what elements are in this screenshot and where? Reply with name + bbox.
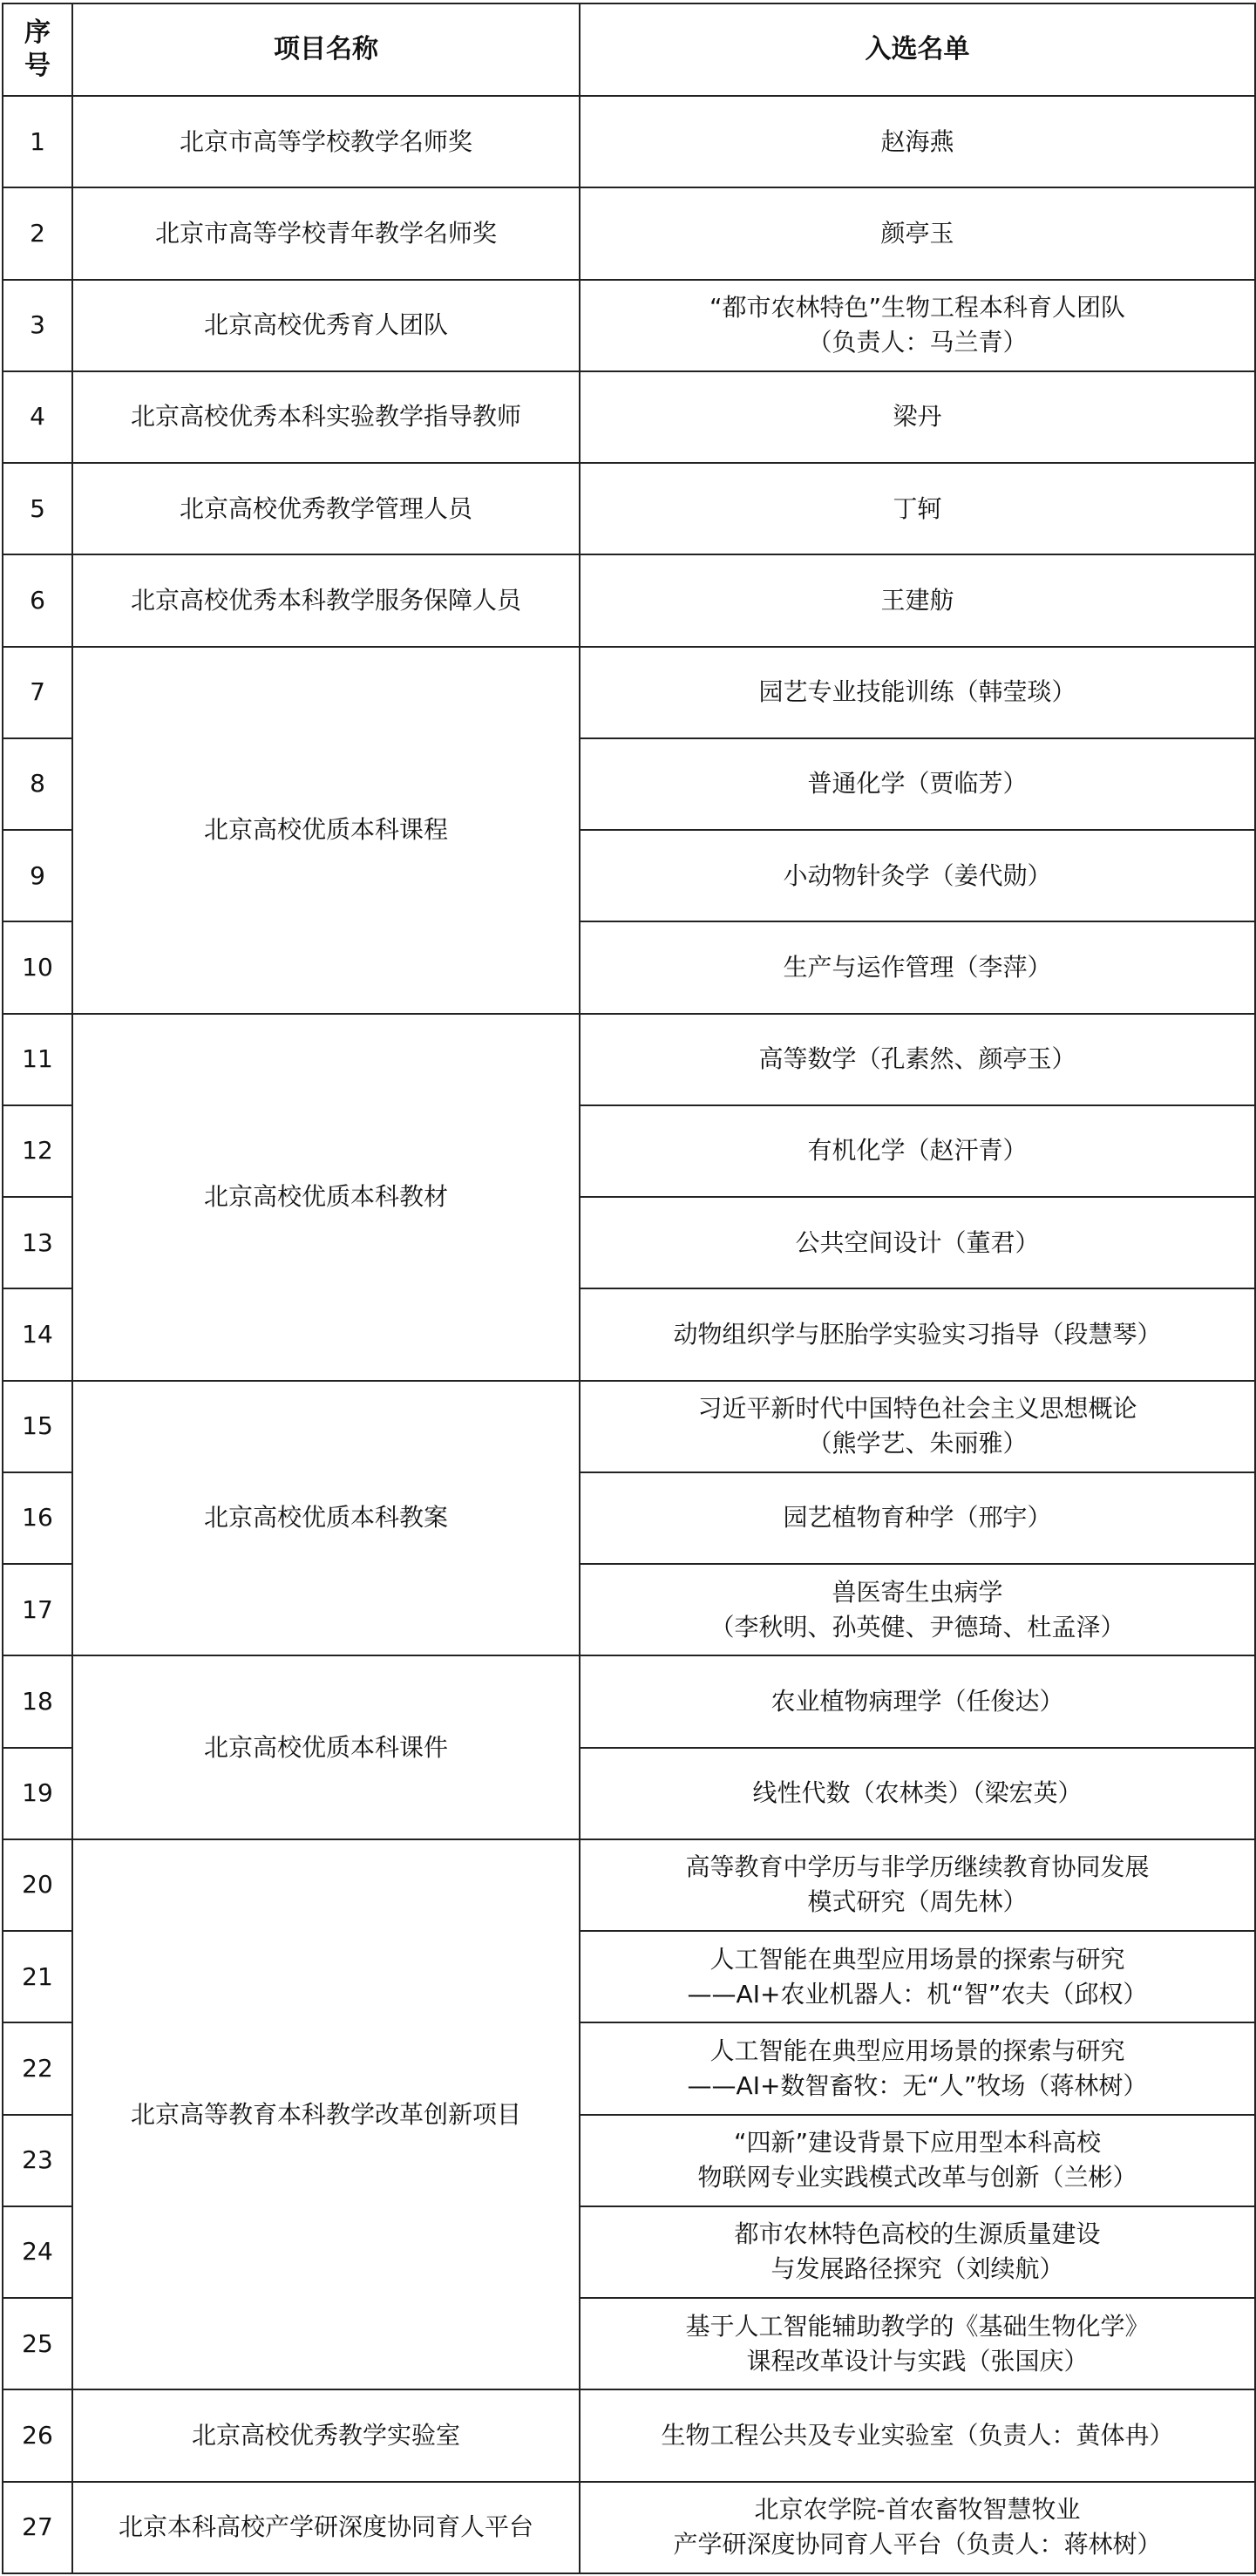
selected-entry: 北京农学院-首农畜牧智慧牧业 产学研深度协同育人平台（负责人：蒋林树） bbox=[580, 2482, 1255, 2574]
selected-entry: 农业植物病理学（任俊达） bbox=[580, 1655, 1255, 1747]
selected-entry: 人工智能在典型应用场景的探索与研究 ——AI+农业机器人：机“智”农夫（邱权） bbox=[580, 1931, 1255, 2022]
row-number: 20 bbox=[3, 1839, 72, 1931]
project-name: 北京高校优质本科课程 bbox=[72, 647, 580, 1014]
selected-entry: 王建舫 bbox=[580, 554, 1255, 646]
project-name: 北京高等教育本科教学改革创新项目 bbox=[72, 1839, 580, 2390]
project-name: 北京市高等学校教学名师奖 bbox=[72, 96, 580, 187]
selected-entry: 梁丹 bbox=[580, 371, 1255, 463]
row-number: 18 bbox=[3, 1655, 72, 1747]
row-number: 6 bbox=[3, 554, 72, 646]
selected-entry: 生物工程公共及专业实验室（负责人：黄体冉） bbox=[580, 2389, 1255, 2481]
row-number: 2 bbox=[3, 187, 72, 279]
row-number: 5 bbox=[3, 463, 72, 554]
project-name: 北京高校优质本科课件 bbox=[72, 1655, 580, 1839]
selected-entry: 兽医寄生虫病学 （李秋明、孙英健、尹德琦、杜孟泽） bbox=[580, 1564, 1255, 1655]
row-number: 27 bbox=[3, 2482, 72, 2574]
table-header-row bbox=[3, 3, 1255, 96]
row-number: 3 bbox=[3, 280, 72, 371]
selected-entry: 丁轲 bbox=[580, 463, 1255, 554]
selected-entry: 生产与运作管理（李萍） bbox=[580, 921, 1255, 1013]
table-row bbox=[3, 280, 1255, 371]
header-project-name: 项目名称 bbox=[72, 3, 580, 96]
row-number: 26 bbox=[3, 2389, 72, 2481]
selected-entry: 习近平新时代中国特色社会主义思想概论 （熊学艺、朱丽雅） bbox=[580, 1381, 1255, 1472]
header-seq: 序 号 bbox=[3, 3, 72, 96]
row-number: 21 bbox=[3, 1931, 72, 2022]
table-row bbox=[3, 2482, 1255, 2574]
table-row bbox=[3, 554, 1255, 646]
project-name: 北京高校优质本科教材 bbox=[72, 1014, 580, 1381]
selected-entry: 人工智能在典型应用场景的探索与研究 ——AI+数智畜牧：无“人”牧场（蒋林树） bbox=[580, 2022, 1255, 2114]
selected-entry: 动物组织学与胚胎学实验实习指导（段慧琴） bbox=[580, 1288, 1255, 1380]
row-number: 13 bbox=[3, 1197, 72, 1288]
row-number: 9 bbox=[3, 830, 72, 921]
project-name: 北京高校优秀教学实验室 bbox=[72, 2389, 580, 2481]
row-number: 14 bbox=[3, 1288, 72, 1380]
table-row bbox=[3, 647, 1255, 738]
row-number: 19 bbox=[3, 1748, 72, 1839]
row-number: 17 bbox=[3, 1564, 72, 1655]
selected-entry: 有机化学（赵汗青） bbox=[580, 1105, 1255, 1197]
row-number: 12 bbox=[3, 1105, 72, 1197]
table-row bbox=[3, 1655, 1255, 1747]
selected-entry: 高等教育中学历与非学历继续教育协同发展 模式研究（周先林） bbox=[580, 1839, 1255, 1931]
selected-entry: 普通化学（贾临芳） bbox=[580, 738, 1255, 830]
row-number: 16 bbox=[3, 1472, 72, 1564]
selected-entry: 小动物针灸学（姜代勋） bbox=[580, 830, 1255, 921]
selected-entry: “都市农林特色”生物工程本科育人团队 （负责人：马兰青） bbox=[580, 280, 1255, 371]
selected-entry: 都市农林特色高校的生源质量建设 与发展路径探究（刘续航） bbox=[580, 2206, 1255, 2298]
selected-entry: 园艺植物育种学（邢宇） bbox=[580, 1472, 1255, 1564]
table-row bbox=[3, 2389, 1255, 2481]
row-number: 1 bbox=[3, 96, 72, 187]
table-row bbox=[3, 463, 1255, 554]
row-number: 11 bbox=[3, 1014, 72, 1105]
table-row bbox=[3, 1839, 1255, 1931]
award-table bbox=[2, 3, 1256, 2574]
table-row bbox=[3, 96, 1255, 187]
selected-entry: 高等数学（孔素然、颜亭玉） bbox=[580, 1014, 1255, 1105]
table-row bbox=[3, 1014, 1255, 1105]
selected-entry: 园艺专业技能训练（韩莹琰） bbox=[580, 647, 1255, 738]
selected-entry: 基于人工智能辅助教学的《基础生物化学》 课程改革设计与实践（张国庆） bbox=[580, 2298, 1255, 2389]
selected-entry: “四新”建设背景下应用型本科高校 物联网专业实践模式改革与创新（兰彬） bbox=[580, 2115, 1255, 2206]
project-name: 北京高校优秀育人团队 bbox=[72, 280, 580, 371]
table-row bbox=[3, 371, 1255, 463]
row-number: 22 bbox=[3, 2022, 72, 2114]
selected-entry: 公共空间设计（董君） bbox=[580, 1197, 1255, 1288]
row-number: 25 bbox=[3, 2298, 72, 2389]
table-row bbox=[3, 187, 1255, 279]
header-selected-list: 入选名单 bbox=[580, 3, 1255, 96]
table-row bbox=[3, 1381, 1255, 1472]
project-name: 北京高校优秀本科教学服务保障人员 bbox=[72, 554, 580, 646]
project-name: 北京本科高校产学研深度协同育人平台 bbox=[72, 2482, 580, 2574]
selected-entry: 线性代数（农林类）（梁宏英） bbox=[580, 1748, 1255, 1839]
row-number: 8 bbox=[3, 738, 72, 830]
project-name: 北京高校优质本科教案 bbox=[72, 1381, 580, 1656]
row-number: 15 bbox=[3, 1381, 72, 1472]
selected-entry: 赵海燕 bbox=[580, 96, 1255, 187]
row-number: 23 bbox=[3, 2115, 72, 2206]
row-number: 24 bbox=[3, 2206, 72, 2298]
selected-entry: 颜亭玉 bbox=[580, 187, 1255, 279]
row-number: 4 bbox=[3, 371, 72, 463]
project-name: 北京高校优秀教学管理人员 bbox=[72, 463, 580, 554]
project-name: 北京市高等学校青年教学名师奖 bbox=[72, 187, 580, 279]
project-name: 北京高校优秀本科实验教学指导教师 bbox=[72, 371, 580, 463]
row-number: 10 bbox=[3, 921, 72, 1013]
row-number: 7 bbox=[3, 647, 72, 738]
